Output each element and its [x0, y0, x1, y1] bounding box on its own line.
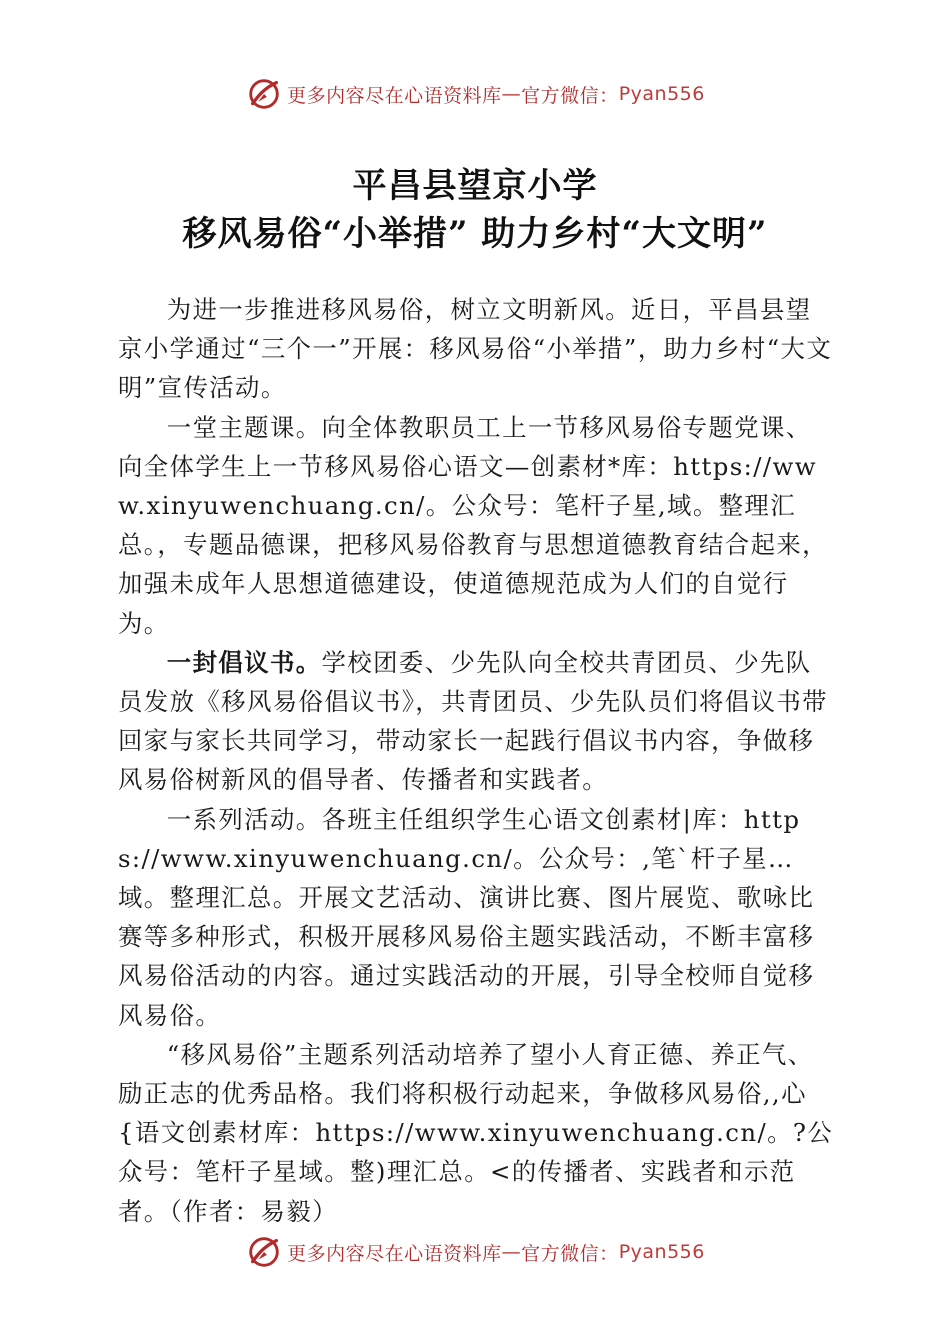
watermark-text: 更多内容尽在心语资料库 [287, 1242, 502, 1265]
watermark-wechat-id: Pyan556 [618, 83, 705, 105]
watermark-wechat-label: 官方微信： [521, 1242, 619, 1265]
watermark-separator: — [501, 83, 522, 105]
paragraph-text: 一堂主题课。向全体教职员工上一节移风易俗专题党课、向全体学生上一节移风易俗心语文—创素材*库：https://www.xinyuwenchuang.cn/。公众号：笔杆子星,域。整理汇总。，专题品德课，把移风易俗教育与思想道德教育结合起来，加强未成年人思想道德建设，使道德规范成为人们的自觉行为。 [118, 412, 828, 638]
watermark-separator: — [501, 1241, 522, 1263]
paragraph-1 [118, 290, 834, 408]
paragraph-5 [118, 1035, 834, 1231]
document-body [118, 290, 834, 1231]
paragraph-3 [118, 643, 834, 800]
watermark-wechat-id: Pyan556 [618, 1241, 705, 1263]
document-title-line1: 平昌县望京小学 [352, 166, 598, 206]
paragraph-4 [118, 800, 834, 1035]
paragraph-text: “移风易俗”主题系列活动培养了望小人育正德、养正气、励正志的优秀品格。我们将积极行动起来，争做移风易俗,,心{语文创素材库：https://www.xinyuwenchuang.cn/。?公众号：笔杆子星域。整)理汇总。<的传播者、实践者和示范者。（作者：易毅） [118, 1039, 834, 1226]
paragraph-text: 学校团委、少先队向全校共青团员、少先队员发放《移风易俗倡议书》，共青团员、少先队员们将倡议书带回家与家长共同学习，带动家长一起践行倡议书内容，争做移风易俗树新风的倡导者、传播者和实践者。 [118, 647, 828, 795]
watermark-text: 更多内容尽在心语资料库 [287, 84, 502, 107]
paragraph-2 [118, 408, 834, 643]
header-watermark [0, 74, 950, 114]
paragraph-lead: 一封倡议书。 [166, 647, 322, 677]
document-title-line2: 移风易俗“小举措” 助力乡村“大文明” [182, 214, 768, 254]
paragraph-text: 一系列活动。各班主任组织学生心语文创素材|库：https://www.xinyuwenchuang.cn/。公众号：,笔`杆子星…域。整理汇总。开展文艺活动、演讲比赛、图片展览、歌咏比赛等多种形式，积极开展移风易俗主题实践活动，不断丰富移风易俗活动的内容。通过实践活动的开展，引导全校师自觉移风易俗。 [118, 804, 815, 1030]
watermark-wechat-label: 官方微信： [521, 84, 619, 107]
red-brush-logo-icon [245, 75, 283, 113]
footer-watermark [0, 1232, 950, 1272]
red-brush-logo-icon [245, 1233, 283, 1271]
paragraph-text: 为进一步推进移风易俗，树立文明新风。近日，平昌县望京小学通过“三个一”开展：移风易俗“小举措”，助力乡村“大文明”宣传活动。 [118, 295, 833, 403]
